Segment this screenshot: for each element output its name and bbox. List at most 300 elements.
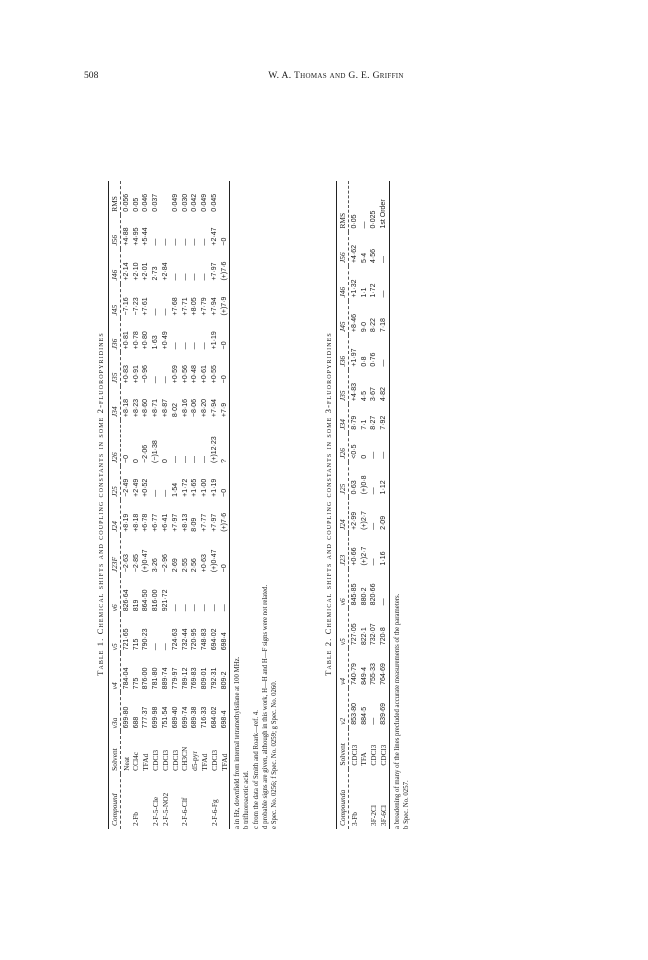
table-cell: — xyxy=(181,455,189,463)
table-cell: 789·12 xyxy=(181,667,189,690)
table-cell: −2·63 xyxy=(122,554,130,573)
column-header: J25 xyxy=(110,486,119,497)
table-cell: −2·06 xyxy=(142,444,150,463)
table-cell: CDCl3 xyxy=(209,749,219,771)
table-cell: +4·95 xyxy=(132,227,140,246)
table-cell: 820·66 xyxy=(370,583,378,606)
table-cell: — xyxy=(171,238,179,246)
table-row xyxy=(379,181,389,829)
table-cell: TFAd xyxy=(219,753,229,771)
table-cell: +1·19 xyxy=(210,331,218,350)
table-cell: +0·59 xyxy=(171,365,179,384)
table-cell: +4·83 xyxy=(350,382,358,402)
table-cell: ? xyxy=(220,459,228,463)
table-cell: 699·98 xyxy=(152,706,160,729)
table-cell: +0·63 xyxy=(201,554,209,573)
table-cell: +0·91 xyxy=(132,365,140,384)
table-cell: ~0 xyxy=(220,375,228,384)
table-cell: +0·61 xyxy=(201,365,209,384)
table-cell: −7·16 xyxy=(122,297,130,316)
table-cell: 689·40 xyxy=(171,706,179,729)
table-cell: 751·54 xyxy=(161,706,169,729)
table-cell: — xyxy=(370,717,378,725)
table-cell: (+)2·7 xyxy=(360,511,368,530)
table-cell: ~0 xyxy=(220,341,228,350)
table-cell: CDCl3 xyxy=(170,749,180,771)
table-cell: 688 xyxy=(132,716,140,729)
table2 xyxy=(336,181,390,829)
table-cell: +2·84 xyxy=(161,262,169,281)
table-cell: 0·056 xyxy=(122,193,130,212)
table-row xyxy=(121,181,131,829)
table-cell: +7·97 xyxy=(210,513,218,532)
table-cell: 8·27 xyxy=(370,415,378,430)
table-cell: — xyxy=(380,451,388,459)
table-cell: +0·52 xyxy=(142,478,150,497)
table-cell: — xyxy=(201,273,209,281)
table-cell: — xyxy=(380,598,388,606)
table-cell: CCl4c xyxy=(131,751,141,771)
table-row xyxy=(219,181,229,829)
table-cell xyxy=(219,774,229,829)
table-row xyxy=(141,181,151,829)
table-cell: 724·63 xyxy=(171,628,179,651)
table-cell: (+)7·6 xyxy=(220,512,228,532)
table-cell: 7·18 xyxy=(380,318,388,333)
table-cell: 732·44 xyxy=(181,628,189,651)
column-header: J23F xyxy=(110,557,119,573)
table-cell: — xyxy=(161,308,169,316)
table-cell: +6·78 xyxy=(142,513,150,532)
table-cell: +8·46 xyxy=(350,313,358,333)
table-cell: — xyxy=(191,604,199,612)
table-cell: 7·1 xyxy=(360,419,368,430)
table-cell: 732·07 xyxy=(370,623,378,646)
table-cell: — xyxy=(201,238,209,246)
table-cell: 689·38 xyxy=(191,706,199,729)
table-cell: +8·71 xyxy=(152,398,160,418)
table-cell: +8·20 xyxy=(201,398,209,418)
table-cell: — xyxy=(220,604,228,612)
table-cell: 3·67 xyxy=(370,387,378,402)
table-cell: — xyxy=(152,238,160,246)
column-header: J34 xyxy=(338,419,348,430)
table-cell: +6·41 xyxy=(161,513,169,532)
table-cell: CDCl3 xyxy=(349,744,359,766)
table-cell: 2-F-5-NO2 xyxy=(160,792,170,826)
column-header: J46 xyxy=(338,286,348,298)
table-cell: — xyxy=(171,342,179,350)
table-cell: 721·65 xyxy=(122,628,130,651)
table-cell: +2·10 xyxy=(132,262,140,281)
table-cell: — xyxy=(380,256,388,264)
table-cell: 2·55 xyxy=(181,558,189,573)
table-cell: 2·73 xyxy=(152,266,160,281)
table-cell: +1·00 xyxy=(201,478,209,497)
table-cell: +8·60 xyxy=(142,398,150,418)
table-cell: ~0 xyxy=(122,454,130,463)
table-cell: +7·94 xyxy=(210,398,218,418)
table-cell: CDCl3 xyxy=(160,749,170,771)
table-cell: +7·77 xyxy=(201,513,209,532)
table-cell: (+)0·47 xyxy=(210,549,218,573)
column-header: ν3a xyxy=(110,717,119,729)
table-cell: 3·26 xyxy=(152,558,160,573)
table-cell xyxy=(141,774,151,829)
column-header: ν6 xyxy=(338,598,348,606)
table-cell: 0 xyxy=(360,454,368,459)
column-header: ν5 xyxy=(338,638,348,646)
table-cell: 819 xyxy=(132,599,140,612)
table-cell: +0·78 xyxy=(132,331,140,350)
table-cell: 769·83 xyxy=(191,667,199,690)
table-cell: −7·23 xyxy=(132,297,140,316)
table-cell: +8·05 xyxy=(191,297,199,316)
column-header: J26 xyxy=(338,448,348,459)
table-cell: +0·80 xyxy=(142,331,150,350)
column-header: J25 xyxy=(338,483,348,495)
table-cell: 1·12 xyxy=(380,480,388,495)
column-header: ν6 xyxy=(110,604,119,612)
footnote: d probable signs are given, although in this work, H—H and H—F signs were not related. xyxy=(261,584,269,829)
table-cell: — xyxy=(191,238,199,246)
table-cell xyxy=(170,774,180,829)
table-cell: 880·2 xyxy=(360,587,368,606)
table-cell: 853·80 xyxy=(350,702,358,725)
table-cell: 2-F-6-Clf xyxy=(180,797,190,826)
table-cell: 1st Order xyxy=(380,199,388,229)
table-cell: 7·92 xyxy=(380,415,388,430)
table-row xyxy=(161,181,171,829)
table-cell: 809·2 xyxy=(220,671,228,690)
footnote: a broadening of many of the lines precluded accurate measurements of the parameters. xyxy=(393,593,401,829)
table-cell: +2·47 xyxy=(210,227,218,246)
column-header: J36 xyxy=(110,338,119,350)
table-cell: +7·94 xyxy=(210,297,218,316)
table-cell: +8·16 xyxy=(181,398,189,418)
table-row xyxy=(170,181,180,829)
table-cell: 3F-6Cl xyxy=(379,805,389,826)
table-cell: 5·4 xyxy=(360,252,368,264)
table-cell: — xyxy=(152,489,160,497)
table-cell: 792·31 xyxy=(210,667,218,690)
column-header: J56 xyxy=(338,252,348,264)
table-cell: −2·49 xyxy=(122,478,130,497)
table-cell: — xyxy=(201,342,209,350)
table-cell: 727·05 xyxy=(350,623,358,646)
table-cell: +7·97 xyxy=(210,262,218,281)
table-cell: +2·49 xyxy=(132,478,140,497)
table-cell: 699·80 xyxy=(122,706,130,729)
table-cell: +8·19 xyxy=(122,513,130,532)
table-cell xyxy=(359,769,369,829)
table-row xyxy=(359,181,369,829)
table-cell: — xyxy=(201,455,209,463)
table-cell: 0·046 xyxy=(142,193,150,212)
table2-caption: Table 2. Chemical shifts and coupling constants in some 3-fluoropyridines xyxy=(323,332,334,676)
table-cell: — xyxy=(161,376,169,384)
table-cell: TFA xyxy=(359,752,369,766)
column-header: RMS xyxy=(338,212,348,229)
table-cell: 684·02 xyxy=(210,706,218,729)
table-cell: — xyxy=(171,604,179,612)
table-cell: (+)7·6 xyxy=(220,261,228,281)
table-cell: +1·72 xyxy=(181,478,189,497)
table-row xyxy=(349,181,359,829)
table-cell: +7·61 xyxy=(142,297,150,316)
table-cell: 839·69 xyxy=(380,702,388,725)
table-cell: +2·99 xyxy=(350,511,358,530)
table-cell: +8·18 xyxy=(122,398,130,418)
table-cell: +1·97 xyxy=(350,348,358,367)
table-cell: 826·64 xyxy=(122,589,130,612)
table-cell: 748·83 xyxy=(201,628,209,651)
column-header: Compounda xyxy=(338,789,348,826)
table-cell: 781·80 xyxy=(152,667,160,690)
table2-notes xyxy=(393,179,411,829)
column-header: Solvent xyxy=(110,748,119,771)
footnote: c from the data of Smith and Roark—ref. 4. xyxy=(252,710,260,829)
table-cell: +1·19 xyxy=(210,478,218,497)
column-header: J26 xyxy=(110,452,119,463)
table-cell: — xyxy=(181,604,189,612)
table-cell: 816·00 xyxy=(152,589,160,612)
table-cell: — xyxy=(370,558,378,566)
table-cell: — xyxy=(360,221,368,229)
table-cell: — xyxy=(370,487,378,495)
table-cell: CDCl3 xyxy=(379,744,389,766)
rotated-tables xyxy=(95,179,525,829)
table-cell: 845·85 xyxy=(350,583,358,606)
table-cell: −8·06 xyxy=(191,398,199,418)
table-cell: (+)0·8 xyxy=(360,475,368,495)
table-cell: +7·97 xyxy=(171,513,179,532)
footnote: e Spec. No. 0256; f Spec. No. 0259; g Spec. No. 0260. xyxy=(270,680,278,829)
table-cell: +4·62 xyxy=(350,244,358,264)
table-cell: 8·22 xyxy=(370,318,378,333)
footnote: b trifluoroacetic acid. xyxy=(243,770,251,829)
table-cell: 1·16 xyxy=(380,551,388,566)
table-row xyxy=(200,181,210,829)
table-cell: 4·82 xyxy=(380,387,388,402)
table-cell xyxy=(219,181,229,215)
table-cell: 0·63 xyxy=(350,480,358,495)
table-cell: +8·87 xyxy=(161,398,169,418)
table-cell: 884·5 xyxy=(360,706,368,725)
table-row xyxy=(190,181,200,829)
table-cell: +8·18 xyxy=(132,513,140,532)
table-cell: — xyxy=(181,273,189,281)
table-cell: +8·13 xyxy=(181,513,189,532)
table-cell: 775 xyxy=(132,677,140,690)
column-header: ν4 xyxy=(338,677,348,685)
table1-caption: Table 1. Chemical shifts and coupling constants in some 2-fluoropyridines xyxy=(95,332,105,676)
table-cell: 2·69 xyxy=(171,558,179,573)
table-cell: +2·01 xyxy=(142,262,150,281)
table1-notes xyxy=(233,179,279,829)
table-cell: 0·042 xyxy=(191,193,199,212)
table-cell: — xyxy=(191,455,199,463)
table-cell: 2-F-5-Cle xyxy=(150,796,160,826)
table-cell: 0·025 xyxy=(370,210,378,229)
table-cell: 822·1 xyxy=(360,627,368,646)
table-cell: ~0 xyxy=(220,488,228,497)
table1 xyxy=(108,181,230,829)
table-row xyxy=(180,181,190,829)
column-header: RMS xyxy=(110,196,119,212)
table-cell: +6·77 xyxy=(152,513,160,532)
running-head-authors: W. A. Thomas and G. E. Griffin xyxy=(268,70,404,81)
table-row xyxy=(151,181,161,829)
table-cell: 790·23 xyxy=(142,628,150,651)
table-cell: 0·05 xyxy=(350,214,358,229)
column-header: J45 xyxy=(110,304,119,316)
table-cell: 1·54 xyxy=(171,482,179,497)
column-header: J35 xyxy=(110,372,119,384)
table-cell: TFAd xyxy=(141,753,151,771)
table-cell: — xyxy=(152,376,160,384)
column-header: J23 xyxy=(338,554,348,566)
table-cell: +2·14 xyxy=(122,262,130,281)
table-cell: — xyxy=(380,290,388,298)
table-cell: — xyxy=(161,643,169,651)
table-cell: (+)7·9 xyxy=(220,296,228,316)
table-cell: +0·56 xyxy=(181,365,189,384)
table-cell: 864·50 xyxy=(142,589,150,612)
table-cell: +0·66 xyxy=(350,547,358,566)
table-cell: +0·55 xyxy=(210,365,218,384)
table-cell: 720·95 xyxy=(191,628,199,651)
table-cell xyxy=(121,774,131,829)
table-cell: 699·74 xyxy=(181,706,189,729)
table-cell: 8·79 xyxy=(350,415,358,430)
table-cell: — xyxy=(191,273,199,281)
table-cell: 715 xyxy=(132,638,140,651)
table-cell: 2-F-6-Fg xyxy=(209,799,219,826)
column-header: J45 xyxy=(338,321,348,333)
footnote: b Spec. No. 0257. xyxy=(402,780,410,829)
column-header: J34 xyxy=(110,406,119,418)
table-cell: +0·48 xyxy=(191,365,199,384)
table-cell: +0·83 xyxy=(122,365,130,384)
table-cell: 1·1 xyxy=(360,287,368,298)
table-cell: +4·88 xyxy=(122,227,130,246)
table-cell: CDCl3 xyxy=(369,744,379,766)
column-header: Compound xyxy=(110,793,119,826)
table-cell: +8·23 xyxy=(132,398,140,418)
table-cell: −2·96 xyxy=(161,554,169,573)
table-cell: 4·5 xyxy=(360,390,368,402)
column-header: ν4 xyxy=(110,682,119,690)
table-cell: 0 xyxy=(161,459,169,463)
table-cell: 779·97 xyxy=(171,667,179,690)
table-row xyxy=(131,181,141,829)
table-cell: 3F-2Cl xyxy=(369,805,379,826)
table-cell: (+)0·47 xyxy=(142,549,150,573)
table-cell: −2·85 xyxy=(132,554,140,573)
column-header: ν2 xyxy=(338,717,348,725)
table-cell: 4·56 xyxy=(370,249,378,264)
table-cell: 0·049 xyxy=(201,193,209,212)
table-cell: — xyxy=(152,308,160,316)
table-cell: 809·01 xyxy=(201,667,209,690)
table-cell: — xyxy=(370,451,378,459)
table-cell: 740·79 xyxy=(350,663,358,685)
table-cell: — xyxy=(181,238,189,246)
table-cell: — xyxy=(171,455,179,463)
table-cell: +7·9 xyxy=(220,402,228,418)
table-cell: 0 xyxy=(132,459,140,463)
table-cell: 0·05 xyxy=(132,197,140,212)
table-cell: (−)1·38 xyxy=(152,440,160,463)
table-cell: 716·33 xyxy=(201,706,209,729)
table-cell: — xyxy=(210,604,218,612)
table-cell xyxy=(161,181,171,215)
table-cell: 9·0 xyxy=(360,321,368,333)
table-cell: +0·49 xyxy=(161,331,169,350)
table-cell: +7·79 xyxy=(201,297,209,316)
table-cell: 1·63 xyxy=(152,335,160,350)
table-cell: +7·68 xyxy=(171,297,179,316)
column-header: Solvent xyxy=(338,743,348,766)
table-cell: 720·8 xyxy=(380,627,388,646)
table-cell: 921·72 xyxy=(161,589,169,612)
column-header: J24 xyxy=(338,519,348,530)
table-cell: d5-pyr xyxy=(190,751,200,771)
page-number: 508 xyxy=(84,70,99,81)
table-cell: 698·4 xyxy=(220,710,228,729)
table-cell: +1·32 xyxy=(350,279,358,298)
table-cell: 777·37 xyxy=(142,706,150,729)
table-cell: 0·045 xyxy=(210,193,218,212)
table-cell: <0·5 xyxy=(350,444,358,459)
table-cell: — xyxy=(171,273,179,281)
table-cell: — xyxy=(152,643,160,651)
table-cell: 1·72 xyxy=(370,283,378,298)
table-cell: 8·02 xyxy=(171,403,179,418)
table-cell: +0·81 xyxy=(122,331,130,350)
table-cell: ~0 xyxy=(220,564,228,573)
column-header: J24 xyxy=(110,521,119,532)
table-cell xyxy=(200,774,210,829)
column-header: J35 xyxy=(338,390,348,402)
table-cell: 2-Fb xyxy=(131,812,141,826)
table-cell: 0·049 xyxy=(171,193,179,212)
table-cell: 764·69 xyxy=(380,663,388,685)
table-cell: — xyxy=(380,359,388,367)
table-cell: 2·56 xyxy=(191,558,199,573)
table-cell: 876·00 xyxy=(142,667,150,690)
table-cell: — xyxy=(181,342,189,350)
table-cell: 2·09 xyxy=(380,515,388,530)
table-cell: — xyxy=(191,342,199,350)
table-cell: +7·71 xyxy=(181,297,189,316)
table-cell: — xyxy=(370,522,378,530)
table-cell: 0·76 xyxy=(370,352,378,367)
table-cell: +1·65 xyxy=(191,478,199,497)
table-cell xyxy=(190,774,200,829)
table-cell: 755·33 xyxy=(370,663,378,685)
table-cell: — xyxy=(201,604,209,612)
table-cell: — xyxy=(161,238,169,246)
table-cell: 694·02 xyxy=(210,628,218,651)
table-cell: — xyxy=(161,489,169,497)
footnote: a in Hz, downfield from internal tetramethylsilane at 100 MHz. xyxy=(234,656,242,829)
table-cell: 784·04 xyxy=(122,667,130,690)
table-cell: CH3CN xyxy=(180,746,190,771)
column-header: J46 xyxy=(110,269,119,281)
table-cell: 0·030 xyxy=(181,193,189,212)
